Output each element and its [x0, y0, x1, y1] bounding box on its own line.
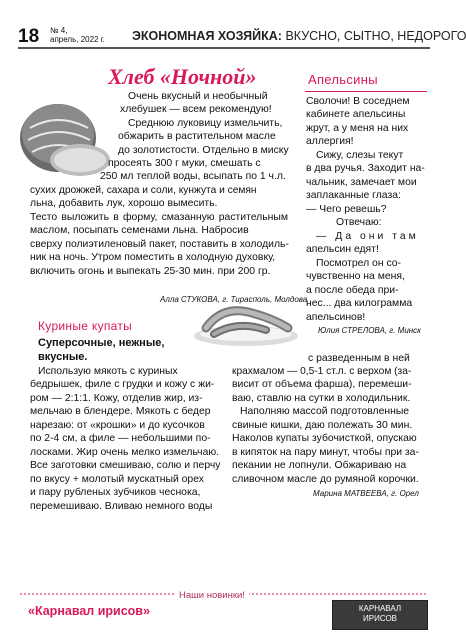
bread-text-line: 250 мл теплой воды, всыпать по 1 ч.л. — [100, 171, 286, 182]
bread-recipe-title: Хлеб «Ночной» — [108, 64, 257, 89]
kupaty-image — [192, 300, 300, 348]
kupaty-text-line: мельчаю в блендере. Мякоть с бедер — [30, 406, 211, 417]
oranges-author: Юлия СТРЕЛОВА, г. Минск — [318, 326, 421, 335]
oranges-text-line: чальник, замечает мои — [306, 177, 417, 188]
kupaty-text-line: Использую мякоть с куриных — [38, 366, 178, 377]
kupaty-text-line: лосками. Жир очень мелко измельчаю. — [30, 447, 220, 458]
oranges-text-line: жрут, а у меня на них — [306, 123, 409, 134]
kupaty-subtitle-line: Суперсочные, нежные, — [38, 337, 165, 349]
bread-text-line: льна, добавить лук, хорошо вымесить. — [30, 198, 218, 209]
bread-text-line: хлебушек — всем рекомендую! — [120, 104, 272, 115]
bread-text-line: сверху полиэтиленовый пакет, поставить в холодиль- — [30, 239, 289, 250]
book-cover-title: КАРНАВАЛ — [358, 604, 402, 613]
oranges-text-line: в два ручья. Заходит на- — [306, 163, 425, 174]
kupaty-text-line: Наполняю массой подготовленные — [240, 406, 410, 417]
kupaty-text-line: ром — 2:1:1. Кожу, отделив жир, из- — [30, 393, 203, 404]
kupaty-text-line: Наколов купаты зубочисткой, опускаю — [232, 433, 417, 444]
oranges-text-line: апельсинов! — [306, 312, 366, 323]
section-title-main: ЭКОНОМНАЯ ХОЗЯЙКА: — [132, 29, 282, 43]
kupaty-text-line: в кипяток на пару минут, чтобы при за- — [232, 447, 419, 458]
kupaty-text-line: сливочном масле до румяной корочки. — [232, 474, 419, 485]
section-title — [132, 29, 466, 43]
kupaty-text-line: перемешиваю. Вливаю немного воды — [30, 501, 213, 512]
issue-number: № 4, — [50, 26, 68, 35]
bread-text-line: обжарить в растительном масле — [118, 131, 276, 142]
header-divider — [18, 47, 430, 49]
bread-text-line: Среднюю луковицу измельчить, — [128, 118, 283, 129]
oranges-text-line: кабинете апельсины — [306, 109, 406, 120]
bread-text-line: просеять 300 г муки, смешать с — [108, 158, 261, 169]
bread-image — [18, 90, 113, 180]
oranges-text-line: Сволочи! В соседнем — [306, 96, 410, 107]
oranges-title-underline — [305, 91, 427, 92]
bread-text-line: включить огонь и выпекать 25-30 мин. при 200 гр. — [30, 266, 271, 277]
kupaty-text-line: бедрышек, филе с грудки и кожу с жи- — [30, 379, 215, 390]
kupaty-text-line: по 2-4 см, а филе — небольшими по- — [30, 433, 211, 444]
kupaty-text-line: пекании не лопнули. Обжариваю на — [232, 460, 407, 471]
bread-text-line: Тесто выложить в форму, смазанную растительным маслом, посыпать семенами льна. Набросив — [30, 212, 288, 237]
oranges-text-line: нес... два килограмма — [306, 298, 413, 309]
section-title-sub: ВКУСНО, СЫТНО, НЕДОРОГО — [285, 29, 466, 43]
kupaty-text-line: Все заготовки смешиваю, солю и перчу — [30, 460, 221, 471]
oranges-text-line: заплаканные глаза: — [306, 190, 401, 201]
kupaty-text-line: свиные кишки, даю полежать 30 мин. — [232, 420, 413, 431]
bread-author: Алла СТУКОВА, г. Тирасполь, Молдова — [160, 295, 308, 304]
oranges-text-line: а после обеда при- — [306, 285, 399, 296]
kupaty-text-line: с разведенным в ней — [308, 353, 410, 364]
oranges-text-line: — Да они там — [316, 231, 419, 242]
oranges-text-line: Отвечаю: — [336, 217, 382, 228]
issue-info — [50, 26, 105, 44]
bread-text-line: ник на ночь. Утром поместить в холодную духовку, — [30, 252, 276, 263]
kupaty-text-line: и пару рубленых зубчиков чеснока, — [30, 487, 201, 498]
oranges-text-line: апельсин едят! — [306, 244, 379, 255]
bread-text-line: сухих дрожжей, сахара и соли, кунжута и семян — [30, 185, 257, 196]
book-cover — [332, 600, 428, 630]
kupaty-text-line: нарезаю: от «крошки» и до кусочков — [30, 420, 205, 431]
oranges-text-line: чувственно на меня, — [306, 271, 405, 282]
news-label: Наши новинки! — [175, 590, 249, 601]
oranges-title: Апельсины — [308, 72, 378, 87]
kupaty-text-line: ваю, ставлю на сутки в холодильник. — [232, 393, 411, 404]
page-number: 18 — [18, 26, 40, 47]
kupaty-text-line: висит от объема фарша), перемеши- — [232, 379, 412, 390]
kupaty-title: Куриные купаты — [38, 319, 133, 333]
book-cover-title: ИРИСОВ — [363, 614, 397, 623]
kupaty-author: Марина МАТВЕЕВА, г. Орел — [313, 489, 419, 498]
oranges-text-line: аллергия! — [306, 136, 354, 147]
oranges-text-line: Посмотрел он со- — [316, 258, 402, 269]
oranges-text-line: — Чего ревешь? — [306, 204, 387, 215]
issue-date: апрель, 2022 г. — [50, 35, 105, 44]
kupaty-subtitle-line: вкусные. — [38, 351, 88, 363]
kupaty-subtitle — [38, 336, 164, 364]
bread-text-line: до золотистости. Отдельно в миску — [118, 145, 289, 156]
oranges-text-line: Сижу, слезы текут — [316, 150, 404, 161]
kupaty-text-line: по вкусу + молотый мускатный орех — [30, 474, 204, 485]
carnival-title: «Карнавал ирисов» — [28, 604, 150, 618]
bread-text-line: Очень вкусный и необычный — [128, 91, 268, 102]
kupaty-text-line: крахмалом — 0,5-1 ст.л. с верхом (за- — [232, 366, 412, 377]
